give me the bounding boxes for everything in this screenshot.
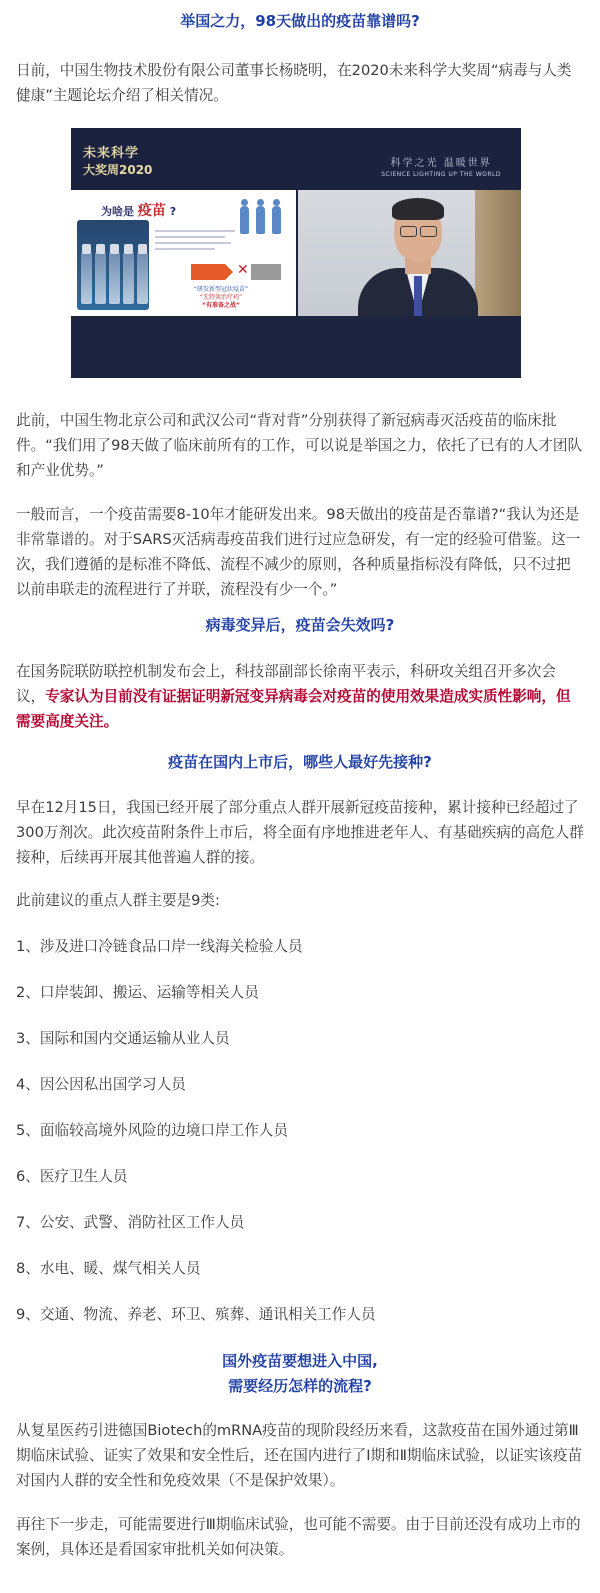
section-heading-foreign-vaccine-line2: 需要经历怎样的流程?	[228, 1377, 372, 1395]
forum-screenshot-image	[71, 128, 521, 378]
list-item: 7、公安、武警、消防社区工作人员	[16, 1214, 245, 1231]
paragraph-rollout: 早在12月15日，我国已经开展了部分重点人群开展新冠疫苗接种，累计接种已经超过了300万剂次。此次疫苗附条件上市后，将全面有序地推进老年人、有基础疾病的高危人群接种，后续再开展其他普遍人群的接。	[16, 799, 584, 866]
section-heading-mutation: 病毒变异后，疫苗会失效吗?	[205, 616, 395, 634]
expert-opinion-highlight: 专家认为目前没有证据证明新冠变异病毒会对疫苗的使用效果造成实质性影响，但需要高度关注。	[16, 688, 571, 730]
slide-phrase-3: “有准备之战”	[202, 302, 240, 309]
section-heading-priority-groups: 疫苗在国内上市后，哪些人最好先接种?	[168, 753, 432, 771]
list-item: 3、国际和国内交通运输从业人员	[16, 1030, 230, 1047]
speaker-glasses	[398, 226, 438, 236]
list-item: 2、口岸装卸、搬运、运输等相关人员	[16, 984, 259, 1001]
slide-title-highlight: 疫苗	[137, 203, 166, 219]
bookshelf-background	[475, 190, 521, 316]
paragraph-next-steps: 再往下一步走，可能需要进行Ⅲ期临床试验，也可能不需要。由于目前还没有成功上市的案例，具体还是看国家审批机关如何决策。	[16, 1516, 581, 1558]
figure-footer	[71, 316, 521, 378]
paragraph-intro: 日前，中国生物技术股份有限公司董事长杨晓明，在2020未来科学大奖周“病毒与人类健康”主题论坛介绍了相关情况。	[16, 62, 572, 104]
list-item: 6、医疗卫生人员	[16, 1168, 128, 1185]
list-item: 8、水电、暖、煤气相关人员	[16, 1260, 201, 1277]
event-slogan	[381, 154, 501, 178]
speaker-hair	[392, 198, 444, 220]
cross-icon: ✕	[237, 262, 249, 278]
paragraph-mrna-trials: 从复星医药引进德国Biotech的mRNA疫苗的现阶段经历来看，这款疫苗在国外通过第Ⅲ期临床试验、证实了效果和安全性后，还在国内进行了Ⅰ期和Ⅱ期临床试验，以证实该疫苗对国内人群的安全性和免疫效果（不是保护效果）。	[16, 1422, 583, 1489]
speaker-video	[298, 190, 521, 316]
logo-text-line1: 未来科学	[83, 146, 140, 161]
logo-text-line2: 大奖周2020	[83, 163, 153, 177]
slide-title	[101, 200, 176, 220]
event-logo	[83, 146, 152, 178]
paragraph-mutation-text: 在国务院联防联控机制发布会上，科技部副部长徐南平表示，科研攻关组召开多次会议，	[16, 663, 556, 705]
list-item: 1、涉及进口冷链食品口岸一线海关检验人员	[16, 938, 303, 955]
slide-title-prefix: 为啥是	[101, 205, 134, 218]
people-figures-icon	[236, 198, 286, 238]
figure-header	[71, 128, 521, 190]
presentation-slide	[71, 190, 296, 316]
slogan-chinese: 科学之光 温暖世界	[390, 158, 492, 169]
list-item: 5、面临较高境外风险的边境口岸工作人员	[16, 1122, 288, 1139]
slide-key-phrases	[171, 286, 271, 310]
paragraph-mutation	[16, 659, 584, 734]
gray-arrow-shape-icon	[251, 264, 281, 280]
slogan-english: SCIENCE LIGHTING UP THE WORLD	[381, 171, 501, 178]
paragraph-development-time: 一般而言，一个疫苗需要8-10年才能研发出来。98天做出的疫苗是否靠谱?“我认为还是非常靠谱的。对于SARS灭活病毒疫苗我们进行过应急研发，有一定的经验可借鉴。这一次，我们遵循的是标准不降低、流程不减少的原则，各种质量指标没有降低，只不过把以前串联走的流程进行了并联，流程没有少一个。”	[16, 506, 581, 598]
arrow-shape-icon	[191, 264, 225, 280]
paragraph-groups-intro: 此前建议的重点人群主要是9类:	[16, 892, 220, 909]
list-item: 9、交通、物流、养老、环卫、殡葬、通讯相关工作人员	[16, 1306, 376, 1323]
paragraph-approval: 此前，中国生物北京公司和武汉公司“背对背”分别获得了新冠病毒灭活疫苗的临床批件。“我们用了98天做了临床前所有的工作，可以说是举国之力，依托了已有的人才团队和产业优势。”	[16, 412, 583, 479]
section-heading-vaccine-reliability: 举国之力，98天做出的疫苗靠谱吗?	[180, 12, 420, 30]
section-heading-foreign-vaccine-line1: 国外疫苗要想进入中国,	[222, 1352, 378, 1370]
speaker-tie	[414, 276, 422, 316]
slide-phrase-2: “无特效治疗药”	[199, 294, 243, 301]
slide-phrase-1: “研发新型冠状疫苗”	[193, 286, 249, 293]
slide-text-lines	[155, 230, 239, 254]
vaccine-vials-photo	[77, 220, 149, 310]
list-item: 4、因公因私出国学习人员	[16, 1076, 186, 1093]
slide-title-suffix: ?	[169, 205, 177, 218]
